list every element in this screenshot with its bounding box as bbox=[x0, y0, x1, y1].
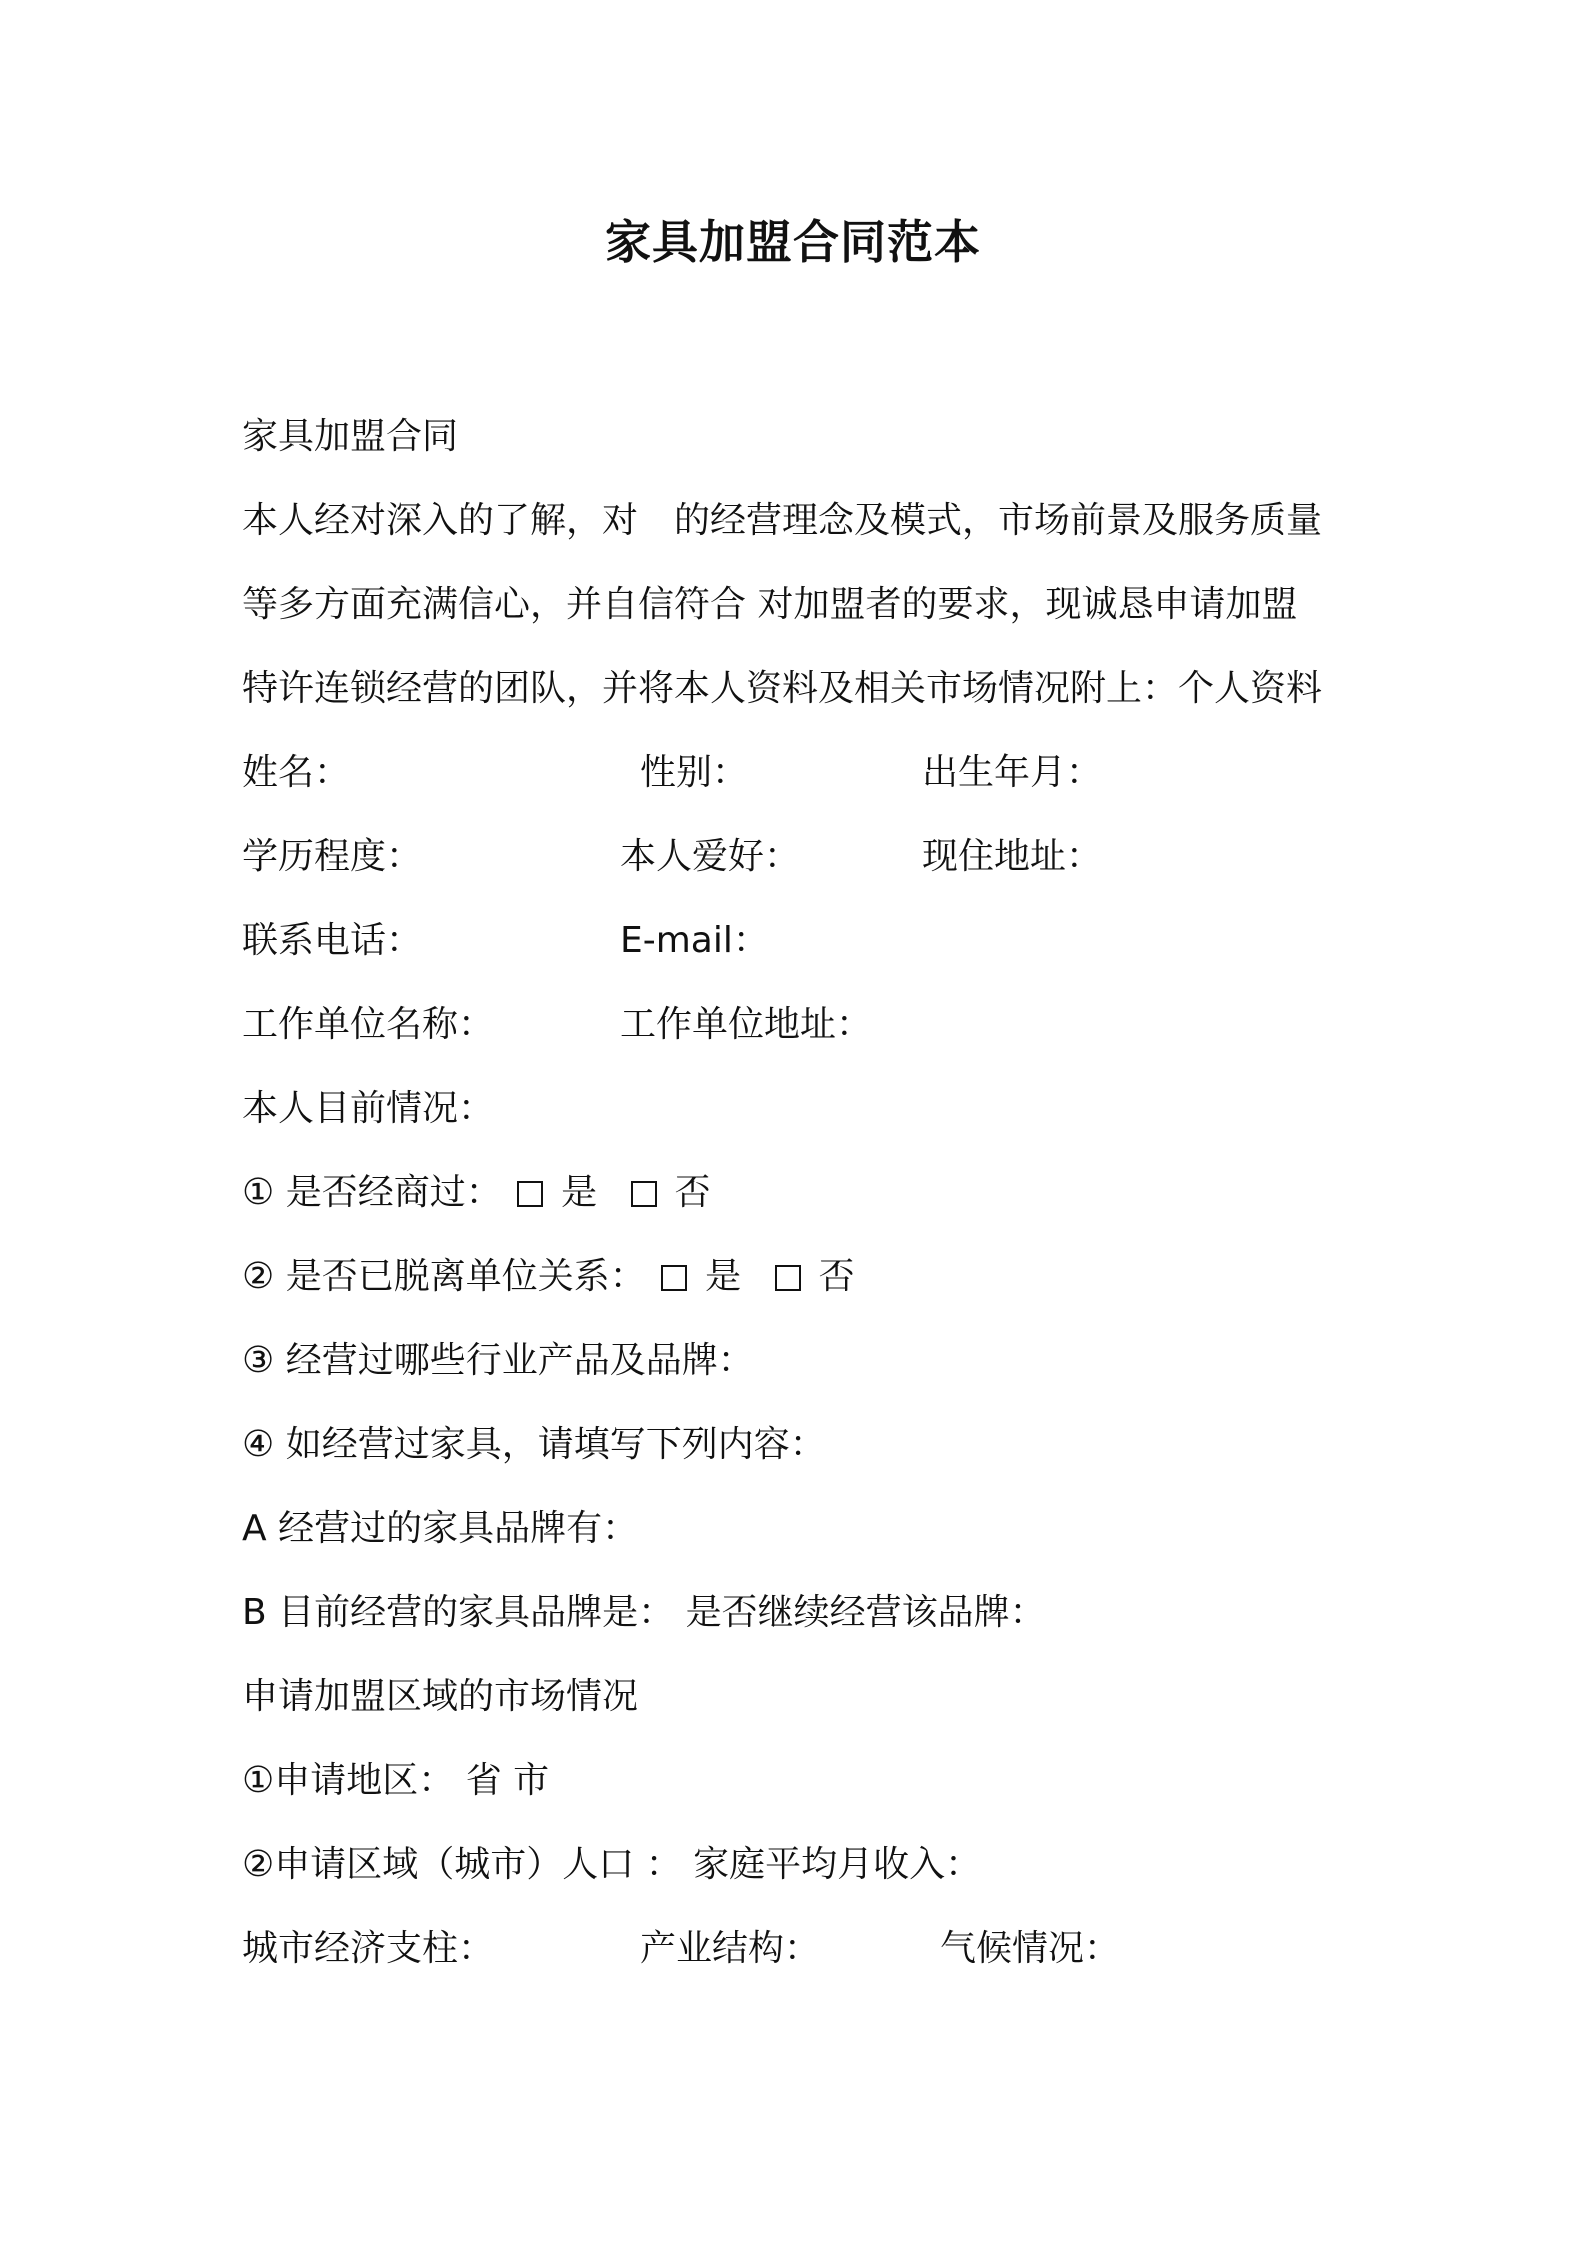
field-email: E-mail： bbox=[620, 920, 769, 961]
field-work-address: 工作单位地址： bbox=[620, 1004, 873, 1045]
question-furniture-details: ④ 如经营过家具，请填写下列内容： bbox=[242, 1424, 826, 1465]
field-gender: 性别： bbox=[640, 752, 749, 793]
market-industry: 产业结构： bbox=[640, 1928, 821, 1969]
option-no-label: 否 bbox=[674, 1172, 711, 1213]
checkbox-no[interactable] bbox=[775, 1265, 801, 1291]
question-industries: ③ 经营过哪些行业产品及品牌： bbox=[242, 1340, 754, 1381]
field-address: 现住地址： bbox=[922, 836, 1103, 877]
document-title: 家具加盟合同范本 bbox=[605, 215, 981, 269]
option-yes-label: 是 bbox=[705, 1256, 742, 1297]
market-heading: 申请加盟区域的市场情况 bbox=[242, 1676, 639, 1717]
sub-item-b: B 目前经营的家具品牌是： 是否继续经营该品牌： bbox=[242, 1592, 1046, 1633]
current-status-heading: 本人目前情况： bbox=[242, 1088, 495, 1129]
market-population: ②申请区域（城市）人口 ： 家庭平均月收入： bbox=[242, 1844, 982, 1885]
question-business-experience bbox=[242, 1168, 711, 1218]
field-birth: 出生年月： bbox=[922, 752, 1103, 793]
field-hobby: 本人爱好： bbox=[620, 836, 801, 877]
checkbox-no[interactable] bbox=[631, 1181, 657, 1207]
checkbox-yes[interactable] bbox=[661, 1265, 687, 1291]
question-label: ① 是否经商过： bbox=[242, 1172, 502, 1213]
market-region: ①申请地区： 省 市 bbox=[242, 1760, 550, 1801]
contract-heading: 家具加盟合同 bbox=[242, 416, 459, 457]
question-left-employer bbox=[242, 1252, 855, 1302]
market-climate: 气候情况： bbox=[940, 1928, 1121, 1969]
option-no-label: 否 bbox=[818, 1256, 855, 1297]
intro-line-1: 本人经对深入的了解，对 的经营理念及模式，市场前景及服务质量 bbox=[242, 500, 1323, 541]
option-yes-label: 是 bbox=[561, 1172, 598, 1213]
intro-line-2: 等多方面充满信心，并自信符合 对加盟者的要求，现诚恳申请加盟 bbox=[242, 584, 1298, 625]
field-work-name: 工作单位名称： bbox=[242, 1004, 495, 1045]
field-phone: 联系电话： bbox=[242, 920, 423, 961]
intro-line-3: 特许连锁经营的团队，并将本人资料及相关市场情况附上：个人资料 bbox=[242, 668, 1323, 709]
market-economy: 城市经济支柱： bbox=[242, 1928, 495, 1969]
checkbox-yes[interactable] bbox=[517, 1181, 543, 1207]
field-name: 姓名： bbox=[242, 752, 351, 793]
field-education: 学历程度： bbox=[242, 836, 423, 877]
question-label: ② 是否已脱离单位关系： bbox=[242, 1256, 646, 1297]
sub-item-a: A 经营过的家具品牌有： bbox=[242, 1508, 639, 1549]
